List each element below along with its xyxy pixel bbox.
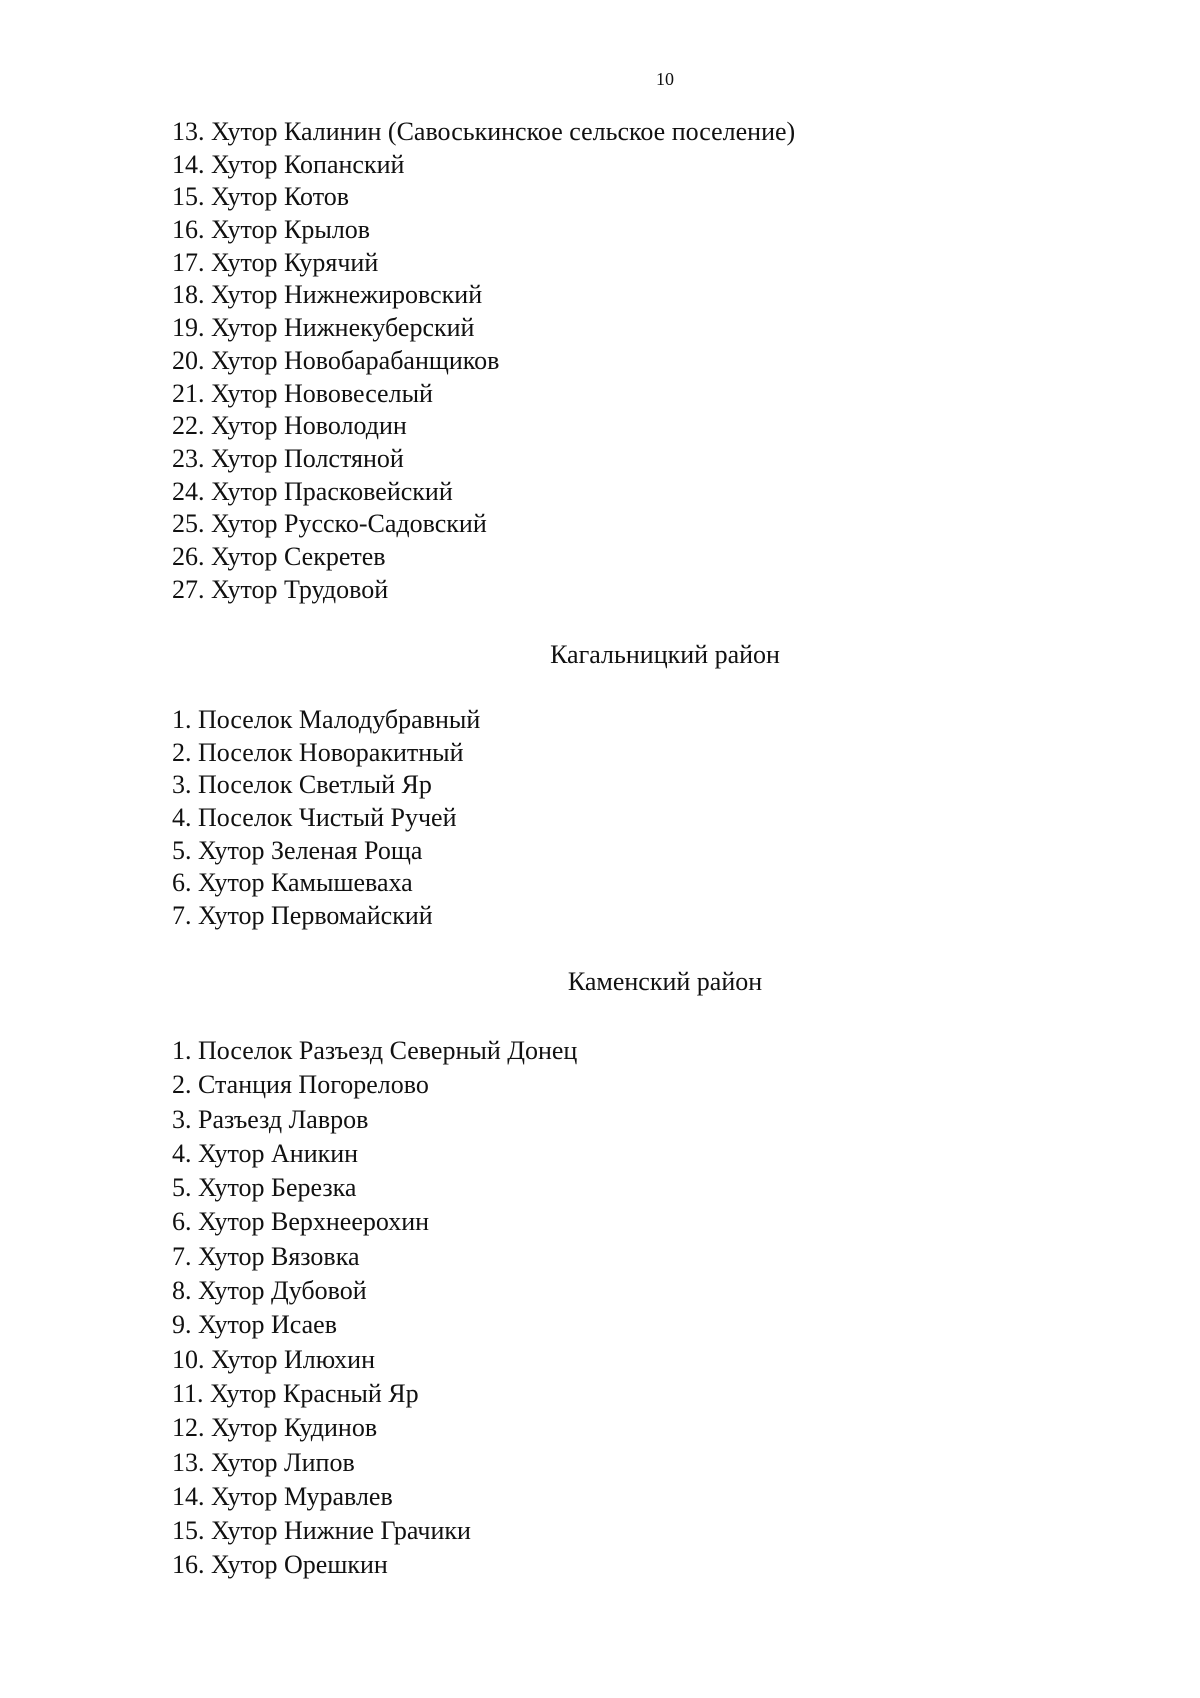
list-item: 20. Хутор Новобарабанщиков — [172, 345, 500, 375]
list-item: 4. Поселок Чистый Ручей — [172, 803, 457, 833]
settlement-list-kamensky — [172, 1034, 577, 1583]
list-item: 3. Разъезд Лавров — [172, 1104, 369, 1134]
list-item: 2. Станция Погорелово — [172, 1070, 429, 1100]
list-item: 13. Хутор Липов — [172, 1447, 355, 1477]
list-item: 14. Хутор Муравлев — [172, 1481, 393, 1511]
list-item: 1. Поселок Разъезд Северный Донец — [172, 1036, 578, 1065]
list-item: 24. Хутор Прасковейский — [172, 476, 453, 506]
list-item: 15. Хутор Нижние Грачики — [172, 1516, 471, 1546]
list-item: 16. Хутор Крылов — [172, 215, 371, 245]
list-item: 16. Хутор Орешкин — [172, 1550, 388, 1580]
list-item: 8. Хутор Дубовой — [172, 1276, 367, 1306]
list-item: 27. Хутор Трудовой — [172, 574, 389, 604]
list-item: 6. Хутор Камышеваха — [172, 868, 413, 898]
list-item: 9. Хутор Исаев — [172, 1310, 338, 1340]
list-item: 6. Хутор Верхнеерохин — [172, 1207, 430, 1237]
settlement-list-continued — [172, 116, 795, 606]
list-item: 7. Хутор Первомайский — [172, 901, 433, 931]
list-item: 15. Хутор Котов — [172, 182, 350, 212]
list-item: 19. Хутор Нижнекуберский — [172, 313, 475, 343]
list-item: 2. Поселок Новоракитный — [172, 737, 464, 767]
list-item: 12. Хутор Кудинов — [172, 1413, 378, 1443]
list-item: 22. Хутор Новолодин — [172, 411, 407, 441]
list-item: 11. Хутор Красный Яр — [172, 1378, 419, 1408]
list-item: 18. Хутор Нижнежировский — [172, 280, 483, 310]
list-item: 7. Хутор Вязовка — [172, 1241, 360, 1271]
list-item: 1. Поселок Малодубравный — [172, 705, 481, 734]
list-item: 3. Поселок Светлый Яр — [172, 770, 432, 800]
settlement-list-kagalnitsky — [172, 704, 480, 933]
list-item: 17. Хутор Курячий — [172, 247, 379, 277]
list-item: 25. Хутор Русско-Садовский — [172, 509, 487, 539]
list-item: 21. Хутор Нововеселый — [172, 378, 433, 408]
list-item: 26. Хутор Секретев — [172, 541, 386, 571]
list-item: 4. Хутор Аникин — [172, 1138, 359, 1168]
list-item: 14. Хутор Копанский — [172, 149, 405, 179]
list-item: 5. Хутор Березка — [172, 1173, 357, 1203]
list-item: 5. Хутор Зеленая Роща — [172, 835, 423, 865]
list-item: 13. Хутор Калинин (Савоськинское сельское поселение) — [172, 117, 796, 146]
list-item: 10. Хутор Илюхин — [172, 1344, 375, 1374]
page-number: 10 — [656, 69, 674, 89]
section-heading-kamensky: Каменский район — [567, 967, 763, 996]
section-heading-kagalnitsky: Кагальницкий район — [550, 640, 780, 669]
list-item: 23. Хутор Полстяной — [172, 443, 404, 473]
